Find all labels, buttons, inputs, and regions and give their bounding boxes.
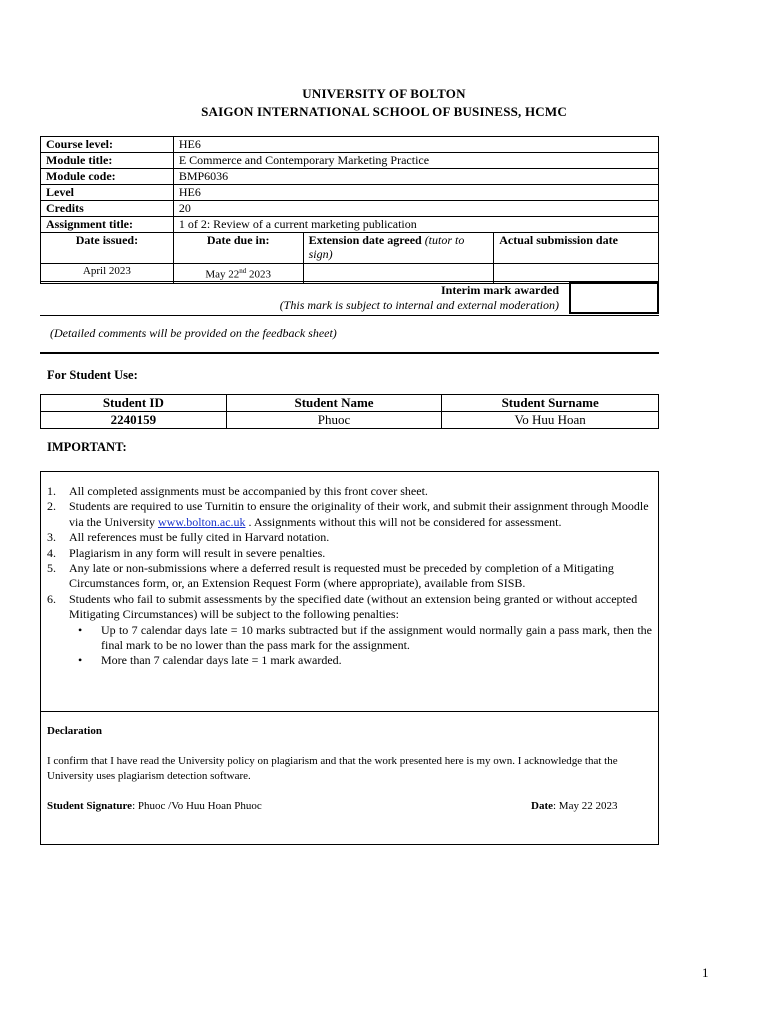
extension-date-label: Extension date agreed [308,233,422,247]
level-label: Level [41,185,174,201]
student-use-heading: For Student Use: [47,368,138,382]
student-id-value: 2240159 [41,412,227,429]
interim-mark-box [569,281,659,314]
interim-mark-note: (This mark is subject to internal and external moderation) [279,298,559,312]
assignment-title-label: Assignment title: [41,217,174,233]
section-divider [40,352,659,354]
course-level-label: Course level: [41,137,174,153]
declaration-box [40,711,659,845]
student-name-label: Student Name [226,395,442,412]
feedback-note: (Detailed comments will be provided on the feedback sheet) [50,326,337,340]
level-value: HE6 [173,185,658,201]
bullet-icon: • [78,653,83,668]
student-name-value: Phuoc [226,412,442,429]
important-notes-box [40,471,659,712]
list-item: 2. Students are required to use Turnitin to ensure the originality of their work, and submit their assignment through Moodle via the University www.bolton.ac.uk . Assignments without this will not be considered for assessment. [47,499,649,529]
student-info-table [40,394,659,429]
student-id-label: Student ID [41,395,227,412]
university-title: UNIVERSITY OF BOLTON [302,86,466,101]
page-number: 1 [702,965,709,980]
student-surname-value: Vo Huu Hoan [442,412,659,429]
extension-date-note: (tutor to sign) [308,233,465,261]
assignment-title-value: 1 of 2: Review of a current marketing publication [173,217,658,233]
module-title-value: E Commerce and Contemporary Marketing Practice [173,153,658,169]
module-code-label: Module code: [41,169,174,185]
list-item: 6. Students who fail to submit assessments by the specified date (without an extension being granted or without accepted Mitigating Circumstances) will be subject to the following penalties: • Up to 7 calendar days late = 10 marks subtracted but if the assignment would normally gain a pass mark, then the final mark to be no lower than the pass mark for the assignment. • More than 7 calendar days late = 1 mark awarded. [47,591,652,668]
declaration-text: I confirm that I have read the University policy on plagiarism and that the work presented here is my own. I acknowledge that the University uses plagiarism detection software. [47,755,618,782]
signature-date: Date: May 22 2023 [531,800,618,812]
extension-date-header [303,233,494,264]
date-due-label: Date due in: [173,233,303,264]
important-list [47,484,652,669]
list-item: 1. All completed assignments must be accompanied by this front cover sheet. [47,484,428,498]
credits-label: Credits [41,201,174,217]
student-signature: Student Signature: Phuoc /Vo Huu Hoan Phuoc [47,800,262,812]
university-link[interactable]: www.bolton.ac.uk [157,514,246,529]
declaration-title: Declaration [47,725,102,737]
date-due-value: May 22nd 2023 [173,264,303,284]
course-level-value: HE6 [173,137,658,153]
module-title-label: Module title: [41,153,174,169]
module-code-value: BMP6036 [173,169,658,185]
module-info-table [40,136,659,284]
bullet-icon: • [78,622,83,637]
list-item: 3. All references must be fully cited in Harvard notation. [47,530,330,545]
date-issued-value: April 2023 [41,264,174,284]
penalty-list [69,623,652,669]
credits-value: 20 [173,201,658,217]
important-heading: IMPORTANT: [47,440,127,454]
school-title: SAIGON INTERNATIONAL SCHOOL OF BUSINESS, HCMC [201,104,567,119]
penalty-item: • More than 7 calendar days late = 1 mark awarded. [78,653,342,668]
list-item: 4. Plagiarism in any form will result in severe penalties. [47,545,326,560]
actual-submission-label: Actual submission date [494,233,659,264]
list-item: 5. Any late or non-submissions where a deferred result is requested must be preceded by completion of a Mitigating Circumstances form, or, an Extension Request Form (where appropriate), available from SISB. [47,561,614,591]
date-issued-label: Date issued: [41,233,174,264]
penalty-item: • Up to 7 calendar days late = 10 marks subtracted but if the assignment would normally gain a pass mark, then the final mark to be no lower than the pass mark for the assignment. [78,622,652,653]
interim-mark-label: Interim mark awarded [441,283,559,297]
interim-mark-section [40,281,659,316]
student-surname-label: Student Surname [442,395,659,412]
